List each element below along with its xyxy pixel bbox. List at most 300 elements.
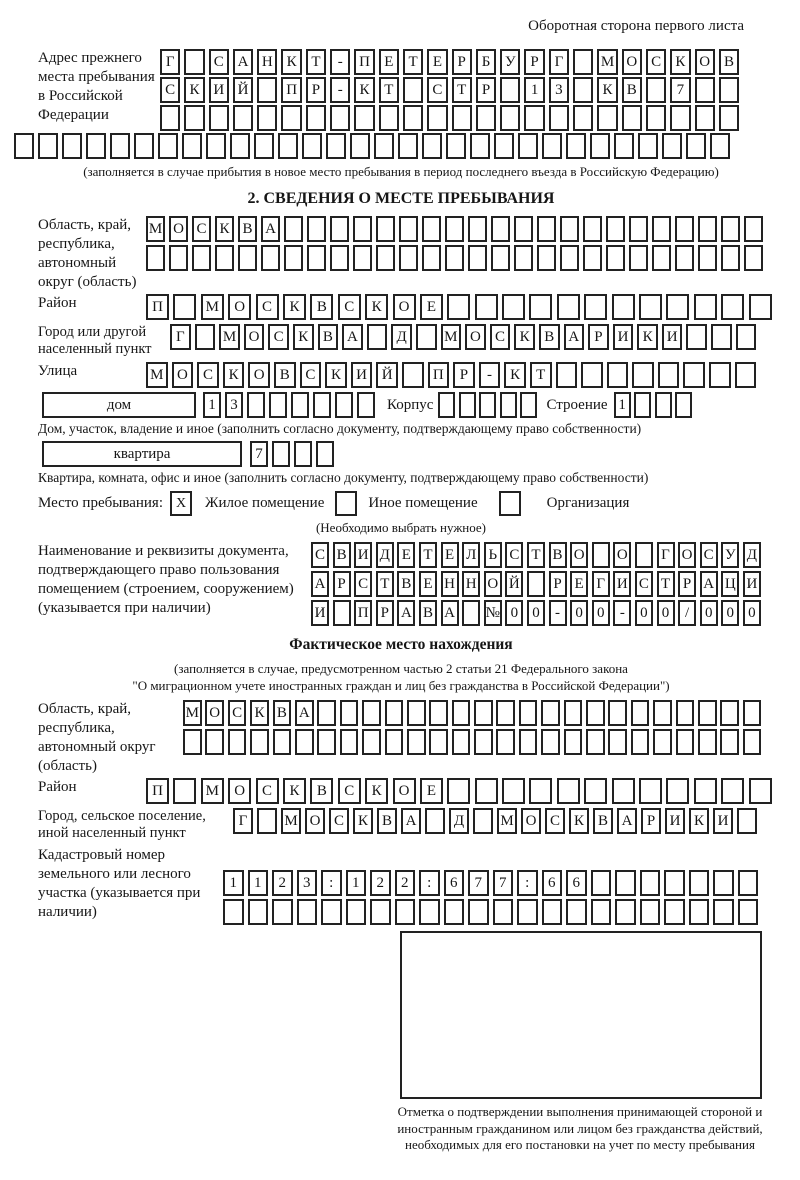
char-cell[interactable] <box>608 729 627 755</box>
char-cell[interactable] <box>403 105 423 131</box>
char-cell[interactable]: С <box>635 571 653 597</box>
char-cell[interactable]: О <box>228 294 251 320</box>
char-cell[interactable] <box>223 899 244 925</box>
char-cell[interactable]: О <box>393 294 416 320</box>
char-cell[interactable] <box>399 245 418 271</box>
char-cell[interactable] <box>502 778 525 804</box>
char-cell[interactable] <box>597 105 617 131</box>
char-cell[interactable] <box>362 700 381 726</box>
char-cell[interactable]: Н <box>257 49 277 75</box>
char-cell[interactable] <box>146 245 165 271</box>
char-cell[interactable] <box>686 324 707 350</box>
char-cell[interactable] <box>698 729 717 755</box>
char-cell[interactable] <box>711 324 732 350</box>
char-cell[interactable]: - <box>549 600 567 626</box>
char-cell[interactable] <box>422 133 442 159</box>
char-cell[interactable] <box>502 294 525 320</box>
char-cell[interactable]: Й <box>233 77 253 103</box>
char-cell[interactable] <box>353 245 372 271</box>
char-cell[interactable]: М <box>441 324 462 350</box>
char-cell[interactable] <box>445 216 464 242</box>
char-cell[interactable]: С <box>256 294 279 320</box>
char-cell[interactable] <box>370 899 391 925</box>
char-cell[interactable] <box>429 729 448 755</box>
char-cell[interactable] <box>444 899 465 925</box>
char-cell[interactable] <box>422 245 441 271</box>
char-cell[interactable]: Е <box>420 778 443 804</box>
char-cell[interactable]: В <box>719 49 739 75</box>
char-cell[interactable] <box>346 899 367 925</box>
char-cell[interactable] <box>584 778 607 804</box>
char-cell[interactable] <box>557 778 580 804</box>
char-cell[interactable] <box>284 216 303 242</box>
char-cell[interactable] <box>631 700 650 726</box>
char-cell[interactable] <box>537 245 556 271</box>
char-cell[interactable]: В <box>310 294 333 320</box>
char-cell[interactable] <box>719 77 739 103</box>
char-cell[interactable] <box>491 245 510 271</box>
char-cell[interactable]: А <box>295 700 314 726</box>
char-cell[interactable]: К <box>514 324 535 350</box>
char-cell[interactable] <box>206 133 226 159</box>
char-cell[interactable] <box>272 899 293 925</box>
char-cell[interactable]: : <box>321 870 342 896</box>
char-cell[interactable] <box>297 899 318 925</box>
char-cell[interactable] <box>230 133 250 159</box>
char-cell[interactable]: К <box>353 808 373 834</box>
char-cell[interactable]: С <box>256 778 279 804</box>
char-cell[interactable] <box>398 133 418 159</box>
char-cell[interactable]: И <box>311 600 329 626</box>
char-cell[interactable] <box>689 899 710 925</box>
char-cell[interactable]: О <box>244 324 265 350</box>
char-cell[interactable]: О <box>484 571 502 597</box>
char-cell[interactable] <box>316 441 334 467</box>
char-cell[interactable] <box>307 216 326 242</box>
char-cell[interactable] <box>614 133 634 159</box>
char-cell[interactable]: О <box>248 362 270 388</box>
char-cell[interactable]: А <box>342 324 363 350</box>
char-cell[interactable] <box>652 245 671 271</box>
char-cell[interactable] <box>407 700 426 726</box>
char-cell[interactable]: О <box>613 542 631 568</box>
char-cell[interactable]: Г <box>233 808 253 834</box>
char-cell[interactable]: В <box>593 808 613 834</box>
char-cell[interactable] <box>709 362 731 388</box>
char-cell[interactable]: Т <box>376 571 394 597</box>
char-cell[interactable] <box>14 133 34 159</box>
char-cell[interactable]: П <box>281 77 301 103</box>
char-cell[interactable] <box>560 245 579 271</box>
char-cell[interactable]: 2 <box>395 870 416 896</box>
char-cell[interactable]: М <box>497 808 517 834</box>
char-cell[interactable] <box>306 105 326 131</box>
char-cell[interactable] <box>542 133 562 159</box>
char-cell[interactable]: О <box>695 49 715 75</box>
char-cell[interactable]: И <box>351 362 373 388</box>
char-cell[interactable]: 1 <box>223 870 244 896</box>
char-cell[interactable]: С <box>300 362 322 388</box>
char-cell[interactable] <box>376 216 395 242</box>
char-cell[interactable]: О <box>678 542 696 568</box>
char-cell[interactable] <box>281 105 301 131</box>
char-cell[interactable] <box>606 245 625 271</box>
char-cell[interactable] <box>529 778 552 804</box>
char-cell[interactable]: М <box>201 778 224 804</box>
char-cell[interactable] <box>422 216 441 242</box>
char-cell[interactable] <box>573 77 593 103</box>
char-cell[interactable]: О <box>521 808 541 834</box>
char-cell[interactable]: К <box>689 808 709 834</box>
char-cell[interactable] <box>640 870 661 896</box>
char-cell[interactable] <box>749 778 772 804</box>
char-cell[interactable]: М <box>146 216 165 242</box>
char-cell[interactable] <box>652 216 671 242</box>
char-cell[interactable]: С <box>160 77 180 103</box>
char-cell[interactable] <box>385 700 404 726</box>
char-cell[interactable] <box>354 105 374 131</box>
char-cell[interactable]: В <box>549 542 567 568</box>
char-cell[interactable]: Б <box>476 49 496 75</box>
char-cell[interactable]: К <box>670 49 690 75</box>
char-cell[interactable]: 1 <box>346 870 367 896</box>
char-cell[interactable]: И <box>613 324 634 350</box>
char-cell[interactable] <box>615 870 636 896</box>
char-cell[interactable]: С <box>197 362 219 388</box>
char-cell[interactable] <box>664 899 685 925</box>
char-cell[interactable] <box>250 729 269 755</box>
char-cell[interactable]: А <box>564 324 585 350</box>
char-cell[interactable] <box>664 870 685 896</box>
char-cell[interactable] <box>407 729 426 755</box>
char-cell[interactable]: Е <box>419 571 437 597</box>
char-cell[interactable] <box>694 294 717 320</box>
char-cell[interactable] <box>500 105 520 131</box>
char-cell[interactable] <box>184 105 204 131</box>
char-cell[interactable]: В <box>274 362 296 388</box>
char-cell[interactable] <box>321 899 342 925</box>
char-cell[interactable]: С <box>311 542 329 568</box>
char-cell[interactable]: А <box>397 600 415 626</box>
char-cell[interactable]: Й <box>376 362 398 388</box>
char-cell[interactable]: О <box>570 542 588 568</box>
char-cell[interactable] <box>269 392 287 418</box>
char-cell[interactable]: С <box>646 49 666 75</box>
char-cell[interactable] <box>494 133 514 159</box>
char-cell[interactable]: В <box>539 324 560 350</box>
char-cell[interactable]: А <box>261 216 280 242</box>
char-cell[interactable] <box>340 729 359 755</box>
char-cell[interactable] <box>62 133 82 159</box>
char-cell[interactable] <box>629 216 648 242</box>
char-cell[interactable] <box>447 294 470 320</box>
char-cell[interactable]: Е <box>379 49 399 75</box>
char-cell[interactable] <box>749 294 772 320</box>
char-cell[interactable]: В <box>419 600 437 626</box>
char-cell[interactable] <box>640 899 661 925</box>
char-cell[interactable]: В <box>310 778 333 804</box>
char-cell[interactable]: Г <box>160 49 180 75</box>
char-cell[interactable]: 0 <box>635 600 653 626</box>
char-cell[interactable]: 7 <box>670 77 690 103</box>
char-cell[interactable] <box>254 133 274 159</box>
char-cell[interactable]: В <box>622 77 642 103</box>
char-cell[interactable]: А <box>617 808 637 834</box>
char-cell[interactable] <box>713 899 734 925</box>
char-cell[interactable]: : <box>419 870 440 896</box>
char-cell[interactable] <box>317 700 336 726</box>
char-cell[interactable]: Р <box>524 49 544 75</box>
char-cell[interactable]: В <box>238 216 257 242</box>
char-cell[interactable]: А <box>700 571 718 597</box>
char-cell[interactable] <box>496 700 515 726</box>
char-cell[interactable] <box>738 870 759 896</box>
char-cell[interactable]: К <box>215 216 234 242</box>
char-cell[interactable]: / <box>678 600 696 626</box>
char-cell[interactable] <box>317 729 336 755</box>
char-cell[interactable] <box>374 133 394 159</box>
char-cell[interactable] <box>639 778 662 804</box>
char-cell[interactable] <box>475 778 498 804</box>
char-cell[interactable]: 0 <box>527 600 545 626</box>
char-cell[interactable]: С <box>338 294 361 320</box>
char-cell[interactable] <box>362 729 381 755</box>
char-cell[interactable] <box>695 105 715 131</box>
char-cell[interactable] <box>330 216 349 242</box>
char-cell[interactable] <box>313 392 331 418</box>
char-cell[interactable] <box>468 899 489 925</box>
char-cell[interactable] <box>743 729 762 755</box>
char-cell[interactable] <box>182 133 202 159</box>
char-cell[interactable] <box>524 105 544 131</box>
char-cell[interactable] <box>257 105 277 131</box>
char-cell[interactable]: П <box>428 362 450 388</box>
char-cell[interactable] <box>307 245 326 271</box>
char-cell[interactable] <box>592 542 610 568</box>
char-cell[interactable] <box>110 133 130 159</box>
char-cell[interactable] <box>721 245 740 271</box>
char-cell[interactable]: М <box>281 808 301 834</box>
char-cell[interactable] <box>184 49 204 75</box>
char-cell[interactable] <box>675 245 694 271</box>
char-cell[interactable]: В <box>377 808 397 834</box>
char-cell[interactable] <box>735 362 757 388</box>
char-cell[interactable]: 7 <box>493 870 514 896</box>
char-cell[interactable]: Р <box>549 571 567 597</box>
char-cell[interactable] <box>452 105 472 131</box>
char-cell[interactable] <box>541 700 560 726</box>
char-cell[interactable] <box>173 778 196 804</box>
char-cell[interactable] <box>474 700 493 726</box>
char-cell[interactable] <box>586 729 605 755</box>
char-cell[interactable]: : <box>517 870 538 896</box>
char-cell[interactable] <box>209 105 229 131</box>
char-cell[interactable] <box>379 105 399 131</box>
char-cell[interactable]: У <box>500 49 520 75</box>
char-cell[interactable] <box>666 778 689 804</box>
char-cell[interactable] <box>195 324 216 350</box>
char-cell[interactable] <box>646 105 666 131</box>
char-cell[interactable]: 6 <box>542 870 563 896</box>
char-cell[interactable] <box>295 729 314 755</box>
char-cell[interactable] <box>646 77 666 103</box>
char-cell[interactable] <box>564 700 583 726</box>
char-cell[interactable]: Л <box>462 542 480 568</box>
char-cell[interactable]: 3 <box>225 392 243 418</box>
char-cell[interactable]: Г <box>592 571 610 597</box>
char-cell[interactable]: О <box>305 808 325 834</box>
char-cell[interactable] <box>670 105 690 131</box>
char-cell[interactable]: Д <box>376 542 394 568</box>
char-cell[interactable] <box>192 245 211 271</box>
char-cell[interactable]: С <box>228 700 247 726</box>
char-cell[interactable]: И <box>354 542 372 568</box>
char-cell[interactable] <box>635 542 653 568</box>
char-cell[interactable]: 1 <box>203 392 221 418</box>
char-cell[interactable] <box>590 133 610 159</box>
char-cell[interactable]: Д <box>449 808 469 834</box>
char-cell[interactable] <box>438 392 455 418</box>
char-cell[interactable] <box>675 392 692 418</box>
char-cell[interactable]: В <box>397 571 415 597</box>
char-cell[interactable]: К <box>283 778 306 804</box>
char-cell[interactable]: К <box>597 77 617 103</box>
char-cell[interactable] <box>632 362 654 388</box>
char-cell[interactable] <box>517 899 538 925</box>
char-cell[interactable] <box>542 899 563 925</box>
char-cell[interactable] <box>353 216 372 242</box>
char-cell[interactable] <box>520 392 537 418</box>
char-cell[interactable] <box>713 870 734 896</box>
char-cell[interactable]: Р <box>678 571 696 597</box>
char-cell[interactable]: О <box>205 700 224 726</box>
char-cell[interactable] <box>340 700 359 726</box>
char-cell[interactable] <box>248 899 269 925</box>
char-cell[interactable] <box>738 899 759 925</box>
char-cell[interactable]: П <box>354 49 374 75</box>
char-cell[interactable] <box>429 700 448 726</box>
char-cell[interactable] <box>183 729 202 755</box>
char-cell[interactable] <box>720 729 739 755</box>
char-cell[interactable]: 0 <box>700 600 718 626</box>
char-cell[interactable]: С <box>505 542 523 568</box>
char-cell[interactable]: У <box>721 542 739 568</box>
char-cell[interactable]: Р <box>453 362 475 388</box>
char-cell[interactable] <box>639 294 662 320</box>
char-cell[interactable] <box>475 294 498 320</box>
char-cell[interactable]: Й <box>505 571 523 597</box>
char-cell[interactable]: О <box>622 49 642 75</box>
char-cell[interactable] <box>160 105 180 131</box>
char-cell[interactable] <box>419 899 440 925</box>
char-cell[interactable] <box>634 392 651 418</box>
char-cell[interactable]: А <box>233 49 253 75</box>
char-cell[interactable]: К <box>250 700 269 726</box>
char-cell[interactable] <box>399 216 418 242</box>
char-cell[interactable]: 3 <box>297 870 318 896</box>
char-cell[interactable]: М <box>597 49 617 75</box>
char-cell[interactable]: Г <box>657 542 675 568</box>
char-cell[interactable]: К <box>365 778 388 804</box>
char-cell[interactable]: В <box>273 700 292 726</box>
char-cell[interactable]: Ц <box>721 571 739 597</box>
char-cell[interactable]: № <box>484 600 502 626</box>
char-cell[interactable]: П <box>146 778 169 804</box>
char-cell[interactable] <box>158 133 178 159</box>
char-cell[interactable] <box>427 105 447 131</box>
char-cell[interactable]: Н <box>441 571 459 597</box>
char-cell[interactable] <box>566 899 587 925</box>
char-cell[interactable] <box>591 870 612 896</box>
char-cell[interactable]: 6 <box>444 870 465 896</box>
char-cell[interactable] <box>581 362 603 388</box>
char-cell[interactable] <box>474 729 493 755</box>
char-cell[interactable] <box>583 245 602 271</box>
char-cell[interactable] <box>86 133 106 159</box>
char-cell[interactable]: Е <box>397 542 415 568</box>
char-cell[interactable]: О <box>393 778 416 804</box>
char-cell[interactable] <box>583 216 602 242</box>
char-cell[interactable] <box>612 294 635 320</box>
char-cell[interactable]: А <box>441 600 459 626</box>
char-cell[interactable]: К <box>283 294 306 320</box>
char-cell[interactable] <box>257 77 277 103</box>
char-cell[interactable] <box>537 216 556 242</box>
char-cell[interactable] <box>233 105 253 131</box>
char-cell[interactable]: К <box>365 294 388 320</box>
char-cell[interactable]: К <box>223 362 245 388</box>
char-cell[interactable] <box>720 700 739 726</box>
char-cell[interactable] <box>205 729 224 755</box>
char-cell[interactable] <box>622 105 642 131</box>
char-cell[interactable]: Р <box>641 808 661 834</box>
char-cell[interactable] <box>491 216 510 242</box>
char-cell[interactable] <box>560 216 579 242</box>
char-cell[interactable] <box>683 362 705 388</box>
char-cell[interactable] <box>500 77 520 103</box>
char-cell[interactable] <box>291 392 309 418</box>
char-cell[interactable] <box>228 729 247 755</box>
char-cell[interactable]: Р <box>588 324 609 350</box>
char-cell[interactable] <box>698 245 717 271</box>
char-cell[interactable]: Г <box>549 49 569 75</box>
char-cell[interactable] <box>479 392 496 418</box>
char-cell[interactable]: Е <box>441 542 459 568</box>
char-cell[interactable] <box>689 870 710 896</box>
char-cell[interactable]: Н <box>462 571 480 597</box>
char-cell[interactable] <box>529 294 552 320</box>
char-cell[interactable]: О <box>169 216 188 242</box>
char-cell[interactable]: 0 <box>721 600 739 626</box>
char-cell[interactable]: П <box>146 294 169 320</box>
char-cell[interactable] <box>385 729 404 755</box>
char-cell[interactable]: А <box>311 571 329 597</box>
char-cell[interactable]: 1 <box>248 870 269 896</box>
char-cell[interactable] <box>527 571 545 597</box>
char-cell[interactable] <box>606 216 625 242</box>
char-cell[interactable] <box>676 729 695 755</box>
char-cell[interactable]: К <box>325 362 347 388</box>
char-cell[interactable] <box>584 294 607 320</box>
char-cell[interactable] <box>573 49 593 75</box>
char-cell[interactable]: 0 <box>657 600 675 626</box>
char-cell[interactable]: С <box>329 808 349 834</box>
char-cell[interactable]: Т <box>419 542 437 568</box>
char-cell[interactable]: Т <box>403 49 423 75</box>
char-cell[interactable] <box>573 105 593 131</box>
char-cell[interactable]: 0 <box>505 600 523 626</box>
char-cell[interactable] <box>719 105 739 131</box>
